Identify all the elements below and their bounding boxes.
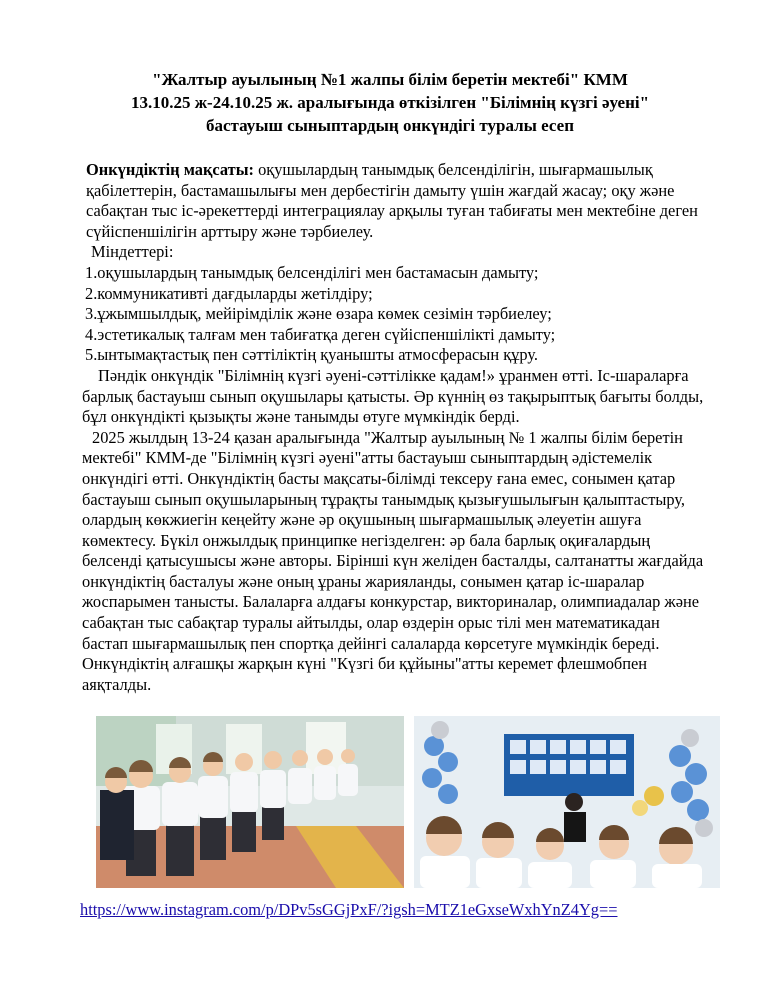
tasks-heading: Міндеттері: [91, 242, 174, 262]
report-body [82, 160, 708, 695]
photo-classroom-balloons-icon [414, 716, 720, 888]
title-line-2: 13.10.25 ж-24.10.25 ж. аралығында өткізілген "Білімнің күзгі әуені" [130, 93, 650, 112]
task-item-1: 1.оқушылардың танымдық белсенділігі мен бастамасын дамыту; [85, 262, 539, 282]
paragraph-1: Пәндік онкүндік "Білімнің күзгі әуені-сәттілікке қадам!» ұранмен өтті. Іс-шараларға барлық бастауыш сынып оқушылары қатысты. Әр күннің өз тақырыптық бағыты болды, бұл онкүндікті қызықты және танымды өтуге мүмкіндік берді. [82, 365, 704, 427]
task-item-5: 5.ынтымақтастық пен сәттіліктің қуанышты атмосферасын құру. [85, 345, 538, 365]
photo-children-lineup-icon [96, 716, 404, 888]
photo-row [96, 716, 720, 888]
instagram-link[interactable]: https://www.instagram.com/p/DPv5sGGjPxF/?igsh=MTZ1eGxseWxhYnZ4Yg== [80, 900, 618, 919]
task-item-4: 4.эстетикалық талғам мен табиғатқа деген сүйіспеншілікті дамыту; [85, 324, 556, 344]
report-title [80, 68, 700, 137]
goal-text: оқушылардың танымдық белсенділігін, шығармашылық қабілеттерін, бастамашылығы мен дербестігін дамыту үшін жағдай жасау; оқу және сабақтан тыс іс-әрекеттерді интеграциялау арқылы туған табиғаты мен мектебіне деген сүйіспеншілігін арттыру және тәрбиелеу. [86, 160, 698, 241]
photo-children-lineup-image [96, 716, 404, 888]
goal-label: Онкүндіктің мақсаты: [86, 160, 254, 179]
title-line-3: бастауыш сыныптардың онкүндігі туралы есеп [205, 116, 575, 135]
paragraph-2: 2025 жылдың 13-24 қазан аралығында "Жалтыр ауылының № 1 жалпы білім беретін мектебі" КММ-де "Білімнің күзгі әуені"атты бастауыш сыныптардың әдістемелік онкүндігі өтті. Онкүндіктің басты мақсаты-білімді тексеру ғана емес, сонымен қатар бастауыш сынып оқушыларының тұрақты танымдық қызығушылығын қалыптастыру, олардың көкжиегін кеңейту және әр оқушының шығармашылық әлеуетін ашуға көмектесу. Бүкіл онжылдық принципке негізделген: әр бала барлық оқиғалардың белсенді қатысушысы және авторы. Бірінші күн желіден басталды, салтанатты жағдайда онкүндіктің басталуы және оның ұраны жарияланды, сонымен қатар іс-шаралар жоспарымен танысты. Балаларға алдағы конкурстар, викториналар, олимпиадалар және сабақтан тыс сабақтар туралы айтылды, олар өздерін орыс тілі мен математикадан бастап шығармашылық пен спортқа дейінгі салаларда көрсетуге мүмкіндік береді. Онкүндіктің алғашқы жарқын күні "Күзгі би құйыны"атты керемет флешмобпен аяқталды. [82, 427, 704, 694]
task-item-3: 3.ұжымшылдық, мейірімділік және өзара көмек сезімін тәрбиелеу; [85, 304, 552, 324]
goal-paragraph [82, 160, 708, 242]
task-item-2: 2.коммуникативті дағдыларды жетілдіру; [85, 283, 373, 303]
title-line-1: "Жалтыр ауылының №1 жалпы білім беретін мектебі" КММ [152, 70, 628, 89]
photo-classroom-balloons-image [414, 716, 720, 888]
